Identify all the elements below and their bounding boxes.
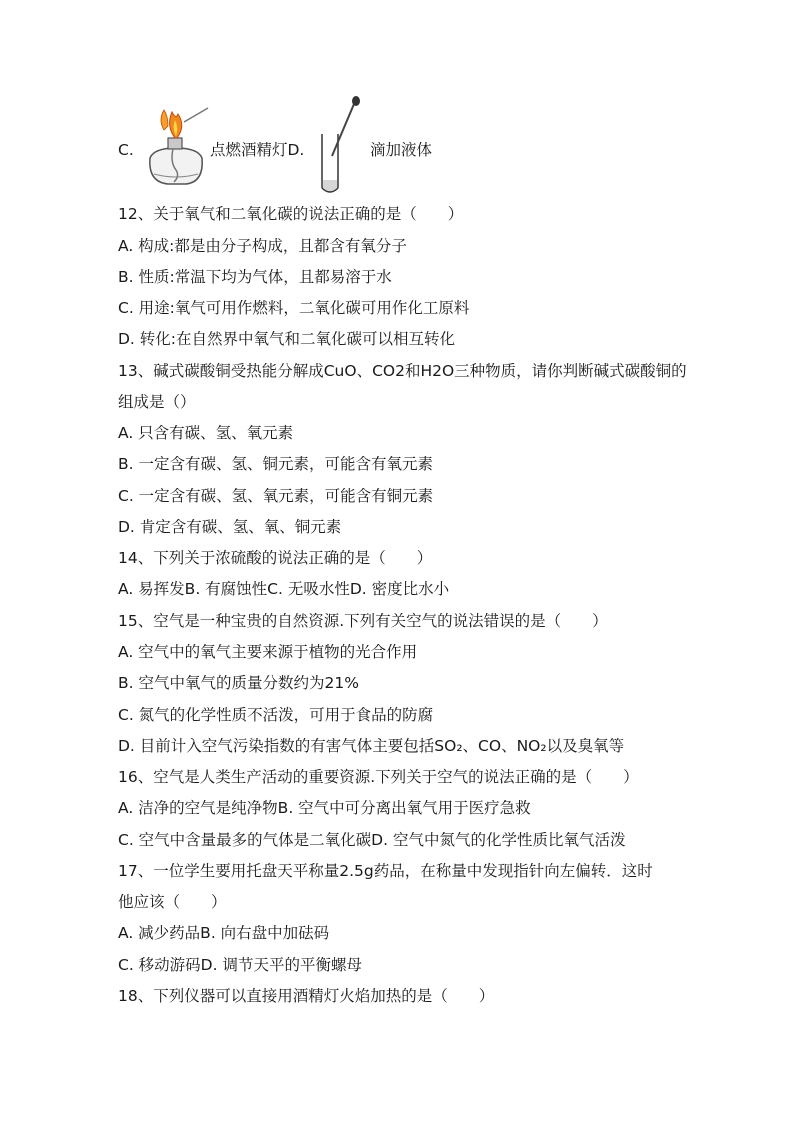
question-16-stem: 16、空气是人类生产活动的重要资源.下列关于空气的说法正确的是（ ） bbox=[118, 768, 639, 786]
question-15-stem: 15、空气是一种宝贵的自然资源.下列有关空气的说法错误的是（ ） bbox=[118, 612, 608, 630]
alcohol-lamp-lighting-icon bbox=[140, 96, 212, 192]
question-13-option-d: D. 肯定含有碳、氢、氧、铜元素 bbox=[118, 518, 342, 536]
question-14-options: A. 易挥发B. 有腐蚀性C. 无吸水性D. 密度比水小 bbox=[118, 580, 450, 598]
question-15-option-c: C. 氮气的化学性质不活泼，可用于食品的防腐 bbox=[118, 706, 434, 724]
question-12-option-c: C. 用途:氧气可用作燃料，二氧化碳可用作化工原料 bbox=[118, 299, 470, 317]
question-13-stem: 13、碱式碳酸铜受热能分解成CuO、CO2和H2O三种物质，请你判断碱式碳酸铜的 bbox=[118, 362, 687, 380]
question-13-option-b: B. 一定含有碳、氢、铜元素，可能含有氧元素 bbox=[118, 455, 433, 473]
question-13-option-c: C. 一定含有碳、氢、氧元素，可能含有铜元素 bbox=[118, 487, 434, 505]
question-17-stem-continued: 他应该（ ） bbox=[118, 893, 227, 911]
question-12-option-d: D. 转化:在自然界中氧气和二氧化碳可以相互转化 bbox=[118, 330, 456, 348]
question-18-stem: 18、下列仪器可以直接用酒精灯火焰加热的是（ ） bbox=[118, 987, 495, 1005]
question-12-option-b: B. 性质:常温下均为气体，且都易溶于水 bbox=[118, 268, 392, 286]
option-c-text: 点燃酒精灯D. bbox=[210, 141, 305, 159]
question-15-option-b: B. 空气中氧气的质量分数约为21% bbox=[118, 674, 359, 692]
option-c-label: C. bbox=[118, 141, 134, 159]
question-13-stem-continued: 组成是（） bbox=[118, 393, 196, 411]
question-15-option-a: A. 空气中的氧气主要来源于植物的光合作用 bbox=[118, 643, 418, 661]
dropper-test-tube-icon bbox=[314, 96, 368, 196]
question-12-stem: 12、关于氧气和二氧化碳的说法正确的是（ ） bbox=[118, 205, 464, 223]
option-d-text: 滴加液体 bbox=[370, 141, 433, 159]
question-12-option-a: A. 构成:都是由分子构成，且都含有氧分子 bbox=[118, 237, 407, 255]
question-17-options-ab: A. 减少药品B. 向右盘中加砝码 bbox=[118, 924, 330, 942]
question-16-options-cd: C. 空气中含量最多的气体是二氧化碳D. 空气中氮气的化学性质比氧气活泼 bbox=[118, 831, 626, 849]
question-16-options-ab: A. 洁净的空气是纯净物B. 空气中可分离出氧气用于医疗急救 bbox=[118, 799, 531, 817]
question-13-option-a: A. 只含有碳、氢、氧元素 bbox=[118, 424, 294, 442]
option-row-c-d bbox=[118, 96, 718, 200]
question-17-stem: 17、一位学生要用托盘天平称量2.5g药品，在称量中发现指针向左偏转．这时 bbox=[118, 862, 653, 880]
question-14-stem: 14、下列关于浓硫酸的说法正确的是（ ） bbox=[118, 549, 433, 567]
question-17-options-cd: C. 移动游码D. 调节天平的平衡螺母 bbox=[118, 956, 362, 974]
question-15-option-d: D. 目前计入空气污染指数的有害气体主要包括SO₂、CO、NO₂以及臭氧等 bbox=[118, 737, 625, 755]
